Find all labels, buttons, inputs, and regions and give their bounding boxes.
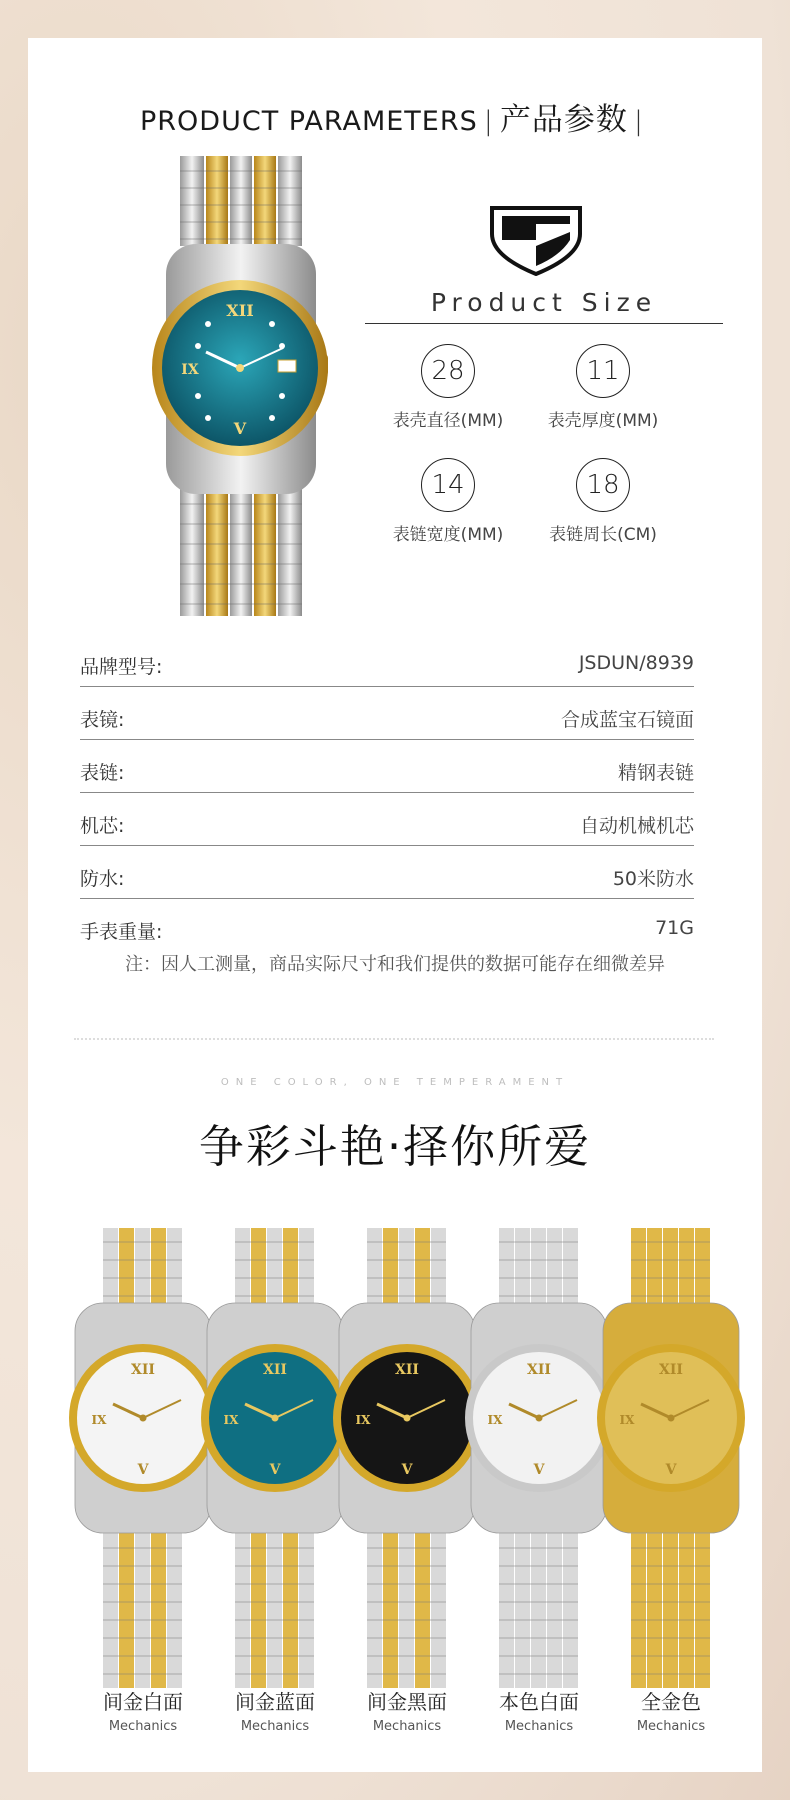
variant-name: 间金蓝面 [235, 1690, 315, 1714]
spec-label: 表链宽度(MM) [392, 525, 504, 545]
title-en: PRODUCT PARAMETERS [140, 106, 478, 137]
variant-sub: Mechanics [372, 1719, 442, 1734]
svg-text:XII: XII [263, 1362, 287, 1378]
param-key: 表链: [80, 762, 125, 784]
variant-name: 本色白面 [499, 1690, 579, 1714]
variant-label-4 [472, 1686, 606, 1734]
table-row [80, 634, 694, 687]
spec-band-width [368, 458, 528, 545]
title-divider: | [483, 106, 494, 137]
svg-text:XII: XII [527, 1362, 551, 1378]
table-row [80, 793, 694, 846]
svg-text:V: V [665, 1462, 677, 1478]
svg-text:XII: XII [395, 1362, 419, 1378]
param-value: 自动机械机芯 [579, 815, 694, 837]
spec-value: 18 [576, 458, 630, 512]
svg-text:XII: XII [659, 1362, 683, 1378]
spec-case-thickness [523, 344, 683, 431]
main-watch-image [128, 156, 338, 616]
variant-label-3 [340, 1686, 474, 1734]
param-key: 防水: [80, 868, 125, 890]
spec-band-length [523, 458, 683, 545]
variant-label-1 [76, 1686, 210, 1734]
variant-name: 间金黑面 [367, 1690, 447, 1714]
param-key: 表镜: [80, 709, 125, 731]
dotted-divider [74, 1038, 714, 1040]
title-cn: 产品参数 [499, 102, 628, 138]
tagline-en: ONE COLOR, ONE TEMPERAMENT [220, 1077, 570, 1088]
param-key: 品牌型号: [80, 656, 163, 678]
param-value: 71G [655, 917, 694, 939]
spec-label: 表链周长(CM) [549, 525, 657, 545]
spec-label: 表壳直径(MM) [392, 411, 504, 431]
svg-text:IX: IX [355, 1413, 371, 1427]
svg-text:V: V [269, 1462, 281, 1478]
variant-name: 间金白面 [103, 1690, 183, 1714]
variant-sub: Mechanics [636, 1719, 706, 1734]
product-card [28, 38, 762, 1772]
product-size-title: Product Size [430, 288, 658, 317]
parameter-table [80, 634, 694, 951]
brand-logo-icon [490, 206, 582, 276]
spec-value: 11 [576, 344, 630, 398]
spec-value: 28 [421, 344, 475, 398]
variant-watch-5 [581, 1228, 761, 1688]
table-row [80, 740, 694, 793]
variant-label-5 [604, 1686, 738, 1734]
svg-text:IX: IX [487, 1413, 503, 1427]
svg-text:IX: IX [619, 1413, 635, 1427]
variant-gallery [28, 1228, 762, 1688]
variant-label-2 [208, 1686, 342, 1734]
variant-sub: Mechanics [240, 1719, 310, 1734]
svg-text:XII: XII [226, 301, 254, 320]
svg-text:XII: XII [131, 1362, 155, 1378]
variant-sub: Mechanics [504, 1719, 574, 1734]
spec-label: 表壳厚度(MM) [547, 411, 659, 431]
param-value: JSDUN/8939 [578, 652, 694, 674]
variant-sub: Mechanics [108, 1719, 178, 1734]
spec-value: 14 [421, 458, 475, 512]
param-key: 手表重量: [80, 921, 163, 943]
page-title [28, 94, 762, 139]
svg-text:V: V [401, 1462, 413, 1478]
product-size-divider [365, 323, 723, 324]
table-row [80, 899, 694, 951]
param-value: 精钢表链 [617, 762, 694, 784]
svg-text:V: V [233, 419, 247, 438]
title-divider-end: | [633, 106, 644, 137]
table-row [80, 687, 694, 740]
param-key: 机芯: [80, 815, 125, 837]
svg-text:V: V [533, 1462, 545, 1478]
spec-case-diameter [368, 344, 528, 431]
svg-text:IX: IX [91, 1413, 107, 1427]
measurement-note: 注：因人工测量，商品实际尺寸和我们提供的数据可能存在细微差异 [125, 954, 665, 975]
svg-text:IX: IX [181, 362, 199, 378]
svg-text:IX: IX [223, 1413, 239, 1427]
param-value: 合成蓝宝石镜面 [560, 709, 694, 731]
svg-text:V: V [137, 1462, 149, 1478]
tagline-cn: 争彩斗艳·择你所爱 [198, 1120, 592, 1173]
table-row [80, 846, 694, 899]
param-value: 50米防水 [612, 868, 694, 890]
variant-name: 全金色 [641, 1690, 701, 1714]
